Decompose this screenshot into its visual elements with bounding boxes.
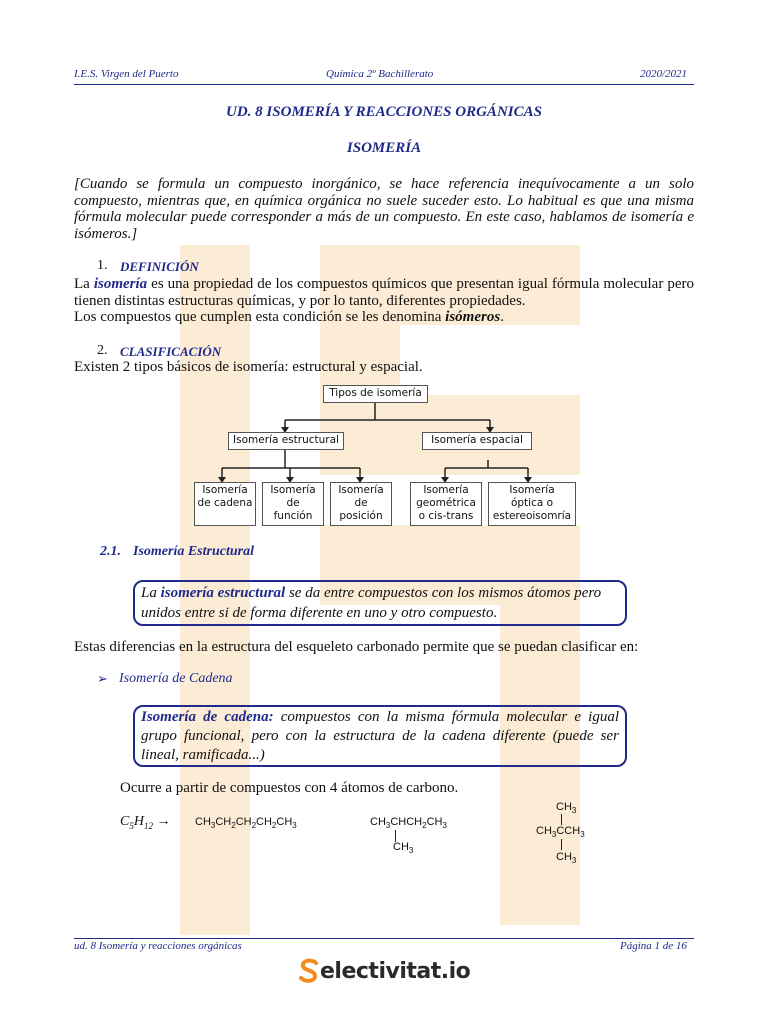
s21-number: 2.1. xyxy=(100,544,121,559)
diagram-leaf-position: Isomería de posición xyxy=(330,482,392,526)
brand-logo[interactable] xyxy=(298,956,470,986)
bullet-arrow-icon: ➢ xyxy=(97,671,108,686)
brand-s-icon xyxy=(298,958,320,984)
diagram-leaf-chain: Isomería de cadena xyxy=(194,482,256,526)
diagram-root-box: Tipos de isomería xyxy=(323,385,428,403)
structural-definition-box: La isomería estructural se da entre compuestos con los mismos átomos pero unidos entre si de forma diferente en uno y otro compuesto. xyxy=(133,580,627,626)
header-school: I.E.S. Virgen del Puerto xyxy=(74,68,179,80)
unit-title: UD. 8 ISOMERÍA Y REACCIONES ORGÁNICAS xyxy=(226,104,542,120)
s1-heading: DEFINICIÓN xyxy=(120,259,199,274)
cadena-heading: Isomería de Cadena xyxy=(119,671,233,686)
header-rule xyxy=(74,84,694,85)
header-year: 2020/2021 xyxy=(640,68,688,80)
footer-page: Página 1 de 16 xyxy=(620,940,687,952)
isomer-linear: $CH_3CH_2CH_2CH_2CH_3$ xyxy=(195,816,297,831)
isomer-branched: $CH_3CHCH_2CH_3$ xyxy=(370,816,447,831)
isomer-neo-bottom: $CH_3$ xyxy=(556,851,577,866)
chain-definition-box: Isomería de cadena: compuestos con la misma fórmula molecular e igual grupo funcional, pero con la estructura de la cadena diferente (puede ser lineal, ramificada...) xyxy=(133,705,627,767)
term-structural: isomería estructural xyxy=(160,585,286,601)
term-chain: Isomería de cadena: xyxy=(141,709,274,725)
molecular-formula: $C_5H_{12}$ → xyxy=(120,814,171,831)
term-isomeros: isómeros xyxy=(445,309,501,325)
s2-heading: CLASIFICACIÓN xyxy=(120,344,222,359)
isomer-neo-top: $CH_3$ xyxy=(556,801,577,816)
s2-paragraph: Existen 2 tipos básicos de isomería: estructural y espacial. xyxy=(74,359,423,375)
diagram-leaf-optical: Isomería óptica o estereoisomría xyxy=(488,482,576,526)
header-course: Química 2º Bachillerato xyxy=(326,68,434,80)
brand-name: electivitat.io xyxy=(320,958,471,984)
isomer-neo-mid: $CH_3CCH_3$ xyxy=(536,825,585,840)
bond-line xyxy=(561,814,562,825)
diagram-leaf-geometric: Isomería geométrica o cis-trans xyxy=(410,482,482,526)
s21-heading: Isomería Estructural xyxy=(133,544,254,559)
intro-paragraph: [Cuando se formula un compuesto inorgánico, se hace referencia inequívocamente a un solo compuesto, mientras que, en química orgánica no suele suceder esto. Lo habitual es que una misma fórmula molecular puede corresponder a más de un compuesto. En este caso, hablamos de isomería e isómeros.] xyxy=(74,176,694,242)
diagram-spatial-box: Isomería espacial xyxy=(422,432,532,450)
s1-paragraph: La isomería es una propiedad de los compuestos químicos que presentan igual fórmula molecular pero tienen distintas estructuras químicas, y por lo tanto, diferentes propiedades. xyxy=(74,276,694,309)
cadena-paragraph: Ocurre a partir de compuestos con 4 átomos de carbono. xyxy=(120,780,459,796)
isomer-branched-methyl: $CH_3$ xyxy=(393,841,414,856)
diagram-structural-box: Isomería estructural xyxy=(228,432,344,450)
s1-paragraph-2: Los compuestos que cumplen esta condición se les denomina isómeros. xyxy=(74,309,504,325)
diagram-leaf-function: Isomería de función xyxy=(262,482,324,526)
footer-rule xyxy=(74,938,694,939)
s21-paragraph: Estas diferencias en la estructura del esqueleto carbonado permite que se puedan clasificar en: xyxy=(74,639,639,655)
section-title: ISOMERÍA xyxy=(346,140,422,156)
s1-number: 1. xyxy=(97,258,108,273)
bond-line xyxy=(561,839,562,850)
term-isomeria: isomería xyxy=(93,276,148,292)
footer-unit: ud. 8 Isomería y reacciones orgánicas xyxy=(74,940,242,952)
s2-number: 2. xyxy=(97,343,108,358)
